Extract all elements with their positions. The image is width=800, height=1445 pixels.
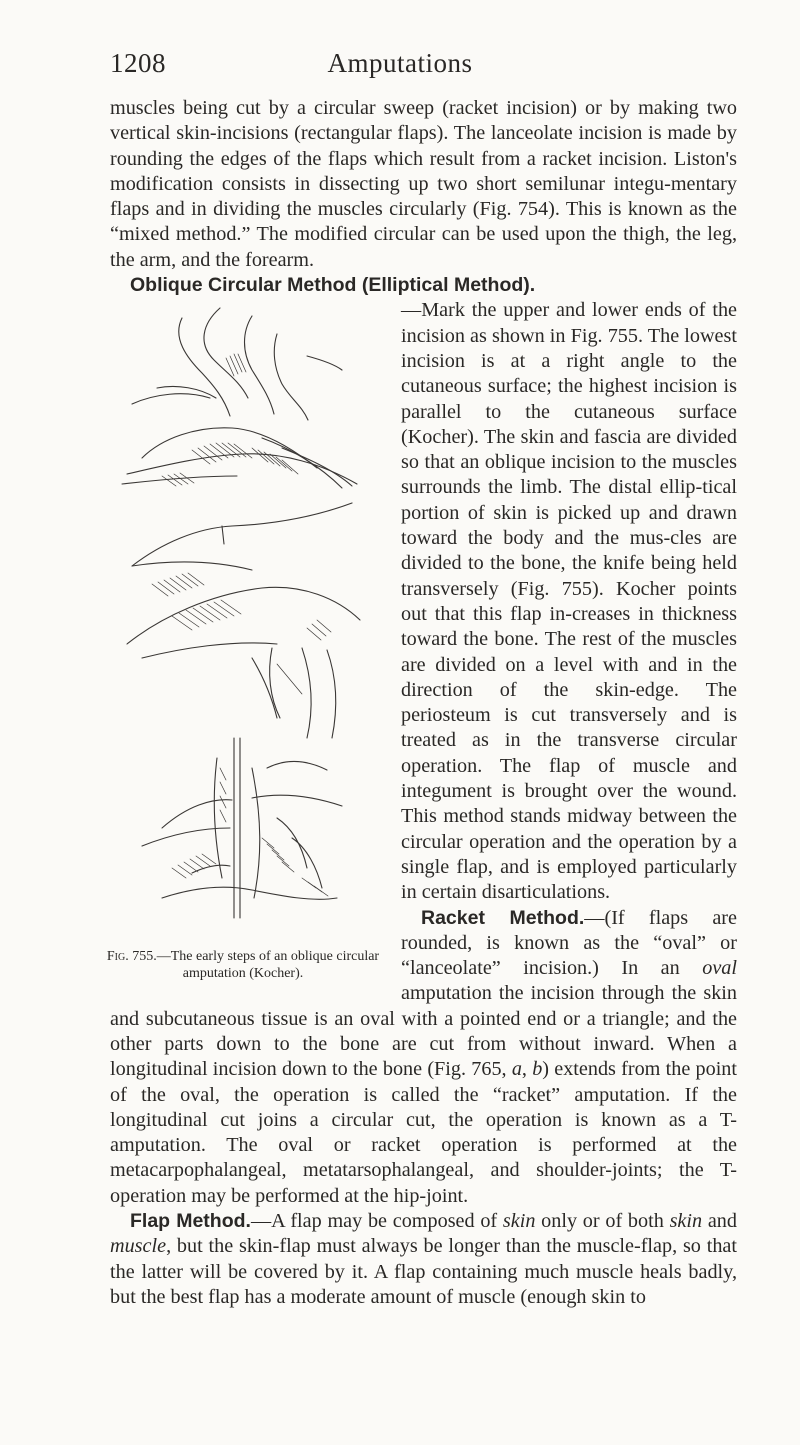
hand-knife-drawing bbox=[142, 738, 342, 918]
flap-text-2: only or of both bbox=[535, 1210, 670, 1233]
paragraph-1 bbox=[110, 96, 737, 273]
paragraph-flap bbox=[110, 1209, 737, 1310]
body-text bbox=[106, 96, 738, 1310]
flap-text-1: —A flap may be composed of bbox=[250, 1210, 503, 1233]
page-header bbox=[0, 48, 800, 88]
page-number: 1208 bbox=[110, 48, 166, 78]
figure-caption bbox=[90, 948, 396, 982]
racket-fig-b: b bbox=[532, 1058, 543, 1081]
flap-skin2-italic: skin bbox=[669, 1210, 703, 1233]
racket-oval-italic: oval bbox=[702, 957, 737, 980]
racket-fig-a: a bbox=[511, 1058, 522, 1081]
paragraph-1-text: muscles being cut by a circular sweep (racket incision) or by making two vertical skin-incisions (rectangular flaps). The lanceolate incision is made by rounding the edges of the flaps which result from a racket incision. Liston's modification consists in dissecting up two short semilunar integu-mentary flaps and in dividing the muscles circularly (Fig. 754). This is known as the “mixed method.” The modified circular can be used upon the thigh, the leg, the arm, and the forearm. bbox=[110, 97, 737, 271]
running-head: Amputations bbox=[327, 48, 473, 78]
paragraph-oblique-text: —Mark the upper and lower ends of the incision as shown in Fig. 755. The lowest incision is at a right angle to the cutaneous surface; the highest incision is parallel to the cutaneous surface (Kocher). The skin and fascia are divided so that an oblique incision to the muscles surrounds the limb. The distal ellip-tical portion of skin is picked up and drawn toward the body and the mus-cles are divided to the bone, the knife being held transversely (Fig. 755). Kocher points out that this flap in-creases in thickness toward the bone. The rest of the muscles are divided on a level with and in the direction of the skin-edge. The periosteum is cut transversely and is treated as in the transverse circular operation. The flap of muscle and integument is brought over the wound. This method stands midway between the circular operation and the operation by a single flap, and is employed particularly in certain disarticulations. bbox=[401, 299, 737, 904]
heading-flap-method: Flap Method. bbox=[130, 1210, 251, 1233]
racket-text-1: —(If flaps are rounded, is known as the “oval” or “lanceolate” incision.) In an bbox=[401, 906, 737, 980]
flap-muscle-italic: muscle bbox=[110, 1235, 167, 1258]
hand-skin-flap-drawing bbox=[122, 308, 357, 488]
amputation-illustration bbox=[102, 298, 387, 948]
racket-comma: , bbox=[521, 1058, 533, 1081]
racket-text-2: amputation the incision through the skin and subcutaneous tissue is an oval with a pointed end or a triangle; and the other parts down to the bone are cut from without inward. When a longitudinal incision down to the bone (Fig. 765, bbox=[110, 982, 737, 1081]
flap-and: and bbox=[702, 1210, 737, 1233]
figure-caption-text: —The early steps of an oblique circular amputation (Kocher). bbox=[156, 949, 380, 982]
flap-text-3: , but the skin-flap must always be longer than the muscle-flap, so that the latter will be covered by it. A flap containing much muscle heals badly, but the best flap has a moderate amount of muscle (enough skin to bbox=[110, 1235, 737, 1308]
heading-oblique-circular: Oblique Circular Method (Elliptical Method). bbox=[130, 274, 536, 297]
limb-oblique-incision-drawing bbox=[127, 503, 360, 738]
flap-skin-italic: skin bbox=[502, 1210, 536, 1233]
paragraph-oblique-heading bbox=[110, 273, 737, 298]
figure-label: Fig. 755. bbox=[106, 949, 157, 965]
heading-racket-method: Racket Method. bbox=[421, 906, 585, 929]
figure-755 bbox=[102, 298, 387, 996]
racket-text-3: ) extends from the point of the oval, the operation is called the “racket” amputation. If the longitudinal cut joins a circular cut, the operation is known as a T-amputation. The oval or racket operation is performed at the metacarpophalangeal, metatarsophalangeal, and shoulder-joints; the T-operation may be performed at the hip-joint. bbox=[110, 1058, 738, 1207]
